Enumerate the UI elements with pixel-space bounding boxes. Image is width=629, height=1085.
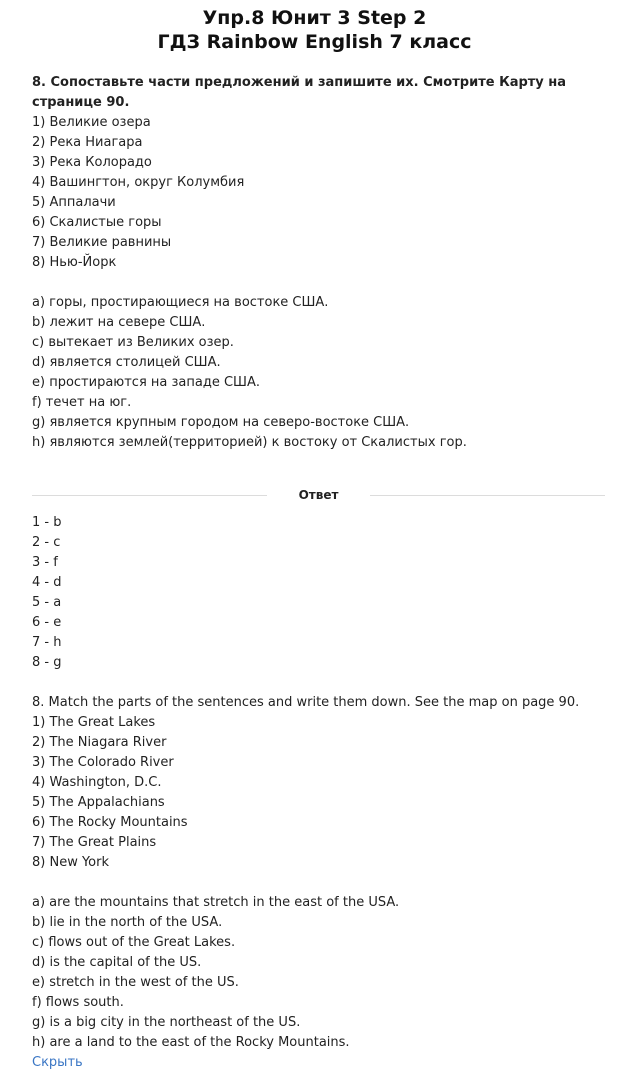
list-item: f) течет на юг. — [32, 395, 132, 410]
answer-pair: 4 - d — [32, 575, 62, 590]
list-item: e) простираются на западе США. — [32, 375, 260, 390]
endings-list-ru — [32, 293, 605, 453]
list-item: 6) The Rocky Mountains — [32, 815, 188, 830]
list-item: a) горы, простирающиеся на востоке США. — [32, 295, 329, 310]
answer-pair: 2 - c — [32, 535, 61, 550]
list-item: g) является крупным городом на северо-востоке США. — [32, 415, 410, 430]
items-list-ru — [32, 113, 605, 273]
task-heading-ru: 8. Сопоставьте части предложений и запишите их. Смотрите Карту на странице 90. — [32, 75, 567, 110]
list-item: a) are the mountains that stretch in the east of the USA. — [32, 895, 400, 910]
list-item: 8) Нью-Йорк — [32, 255, 117, 270]
answer-divider — [32, 483, 605, 507]
list-item: b) lie in the north of the USA. — [32, 915, 223, 930]
list-item: 3) Река Колорадо — [32, 155, 152, 170]
list-item: 8) New York — [32, 855, 110, 870]
list-item: f) flows south. — [32, 995, 124, 1010]
answer-pair: 5 - a — [32, 595, 62, 610]
answer-label: Ответ — [298, 488, 339, 502]
page-title-line-2: ГДЗ Rainbow English 7 класс — [157, 31, 472, 53]
list-item: c) flows out of the Great Lakes. — [32, 935, 236, 950]
divider-line-right — [370, 495, 605, 496]
spacer — [32, 273, 605, 293]
list-item: 2) Река Ниагара — [32, 135, 143, 150]
spacer — [32, 673, 605, 693]
list-item: b) лежит на севере США. — [32, 315, 206, 330]
list-item: 5) Аппалачи — [32, 195, 116, 210]
list-item: d) является столицей США. — [32, 355, 221, 370]
list-item: 2) The Niagara River — [32, 735, 167, 750]
list-item: 7) Великие равнины — [32, 235, 172, 250]
answer-pair: 1 - b — [32, 515, 62, 530]
list-item: 7) The Great Plains — [32, 835, 157, 850]
endings-list-en — [32, 893, 605, 1053]
answer-pair: 8 - g — [32, 655, 62, 670]
page-title-line-1: Упр.8 Юнит 3 Step 2 — [202, 7, 427, 29]
divider-line-left — [32, 495, 267, 496]
list-item: g) is a big city in the northeast of the US. — [32, 1015, 301, 1030]
spacer — [32, 453, 605, 475]
list-item: 3) The Colorado River — [32, 755, 174, 770]
list-item: 1) Великие озера — [32, 115, 151, 130]
exercise-content — [32, 73, 605, 1073]
spacer — [32, 873, 605, 893]
list-item: e) stretch in the west of the US. — [32, 975, 239, 990]
list-item: 1) The Great Lakes — [32, 715, 156, 730]
list-item: h) являются землей(территорией) к востоку от Скалистых гор. — [32, 435, 467, 450]
answer-pair: 7 - h — [32, 635, 62, 650]
answer-pair: 3 - f — [32, 555, 58, 570]
list-item: 5) The Appalachians — [32, 795, 165, 810]
list-item: h) are a land to the east of the Rocky Mountains. — [32, 1035, 350, 1050]
task-heading-en: 8. Match the parts of the sentences and write them down. See the map on page 90. — [32, 695, 580, 710]
list-item: c) вытекает из Великих озер. — [32, 335, 234, 350]
answer-pair: 6 - e — [32, 615, 62, 630]
list-item: 6) Скалистые горы — [32, 215, 162, 230]
list-item: 4) Вашингтон, округ Колумбия — [32, 175, 245, 190]
page-title — [0, 0, 629, 54]
answer-list — [32, 513, 605, 673]
items-list-en — [32, 713, 605, 873]
hide-link[interactable]: Скрыть — [32, 1055, 83, 1070]
list-item: d) is the capital of the US. — [32, 955, 202, 970]
list-item: 4) Washington, D.C. — [32, 775, 162, 790]
